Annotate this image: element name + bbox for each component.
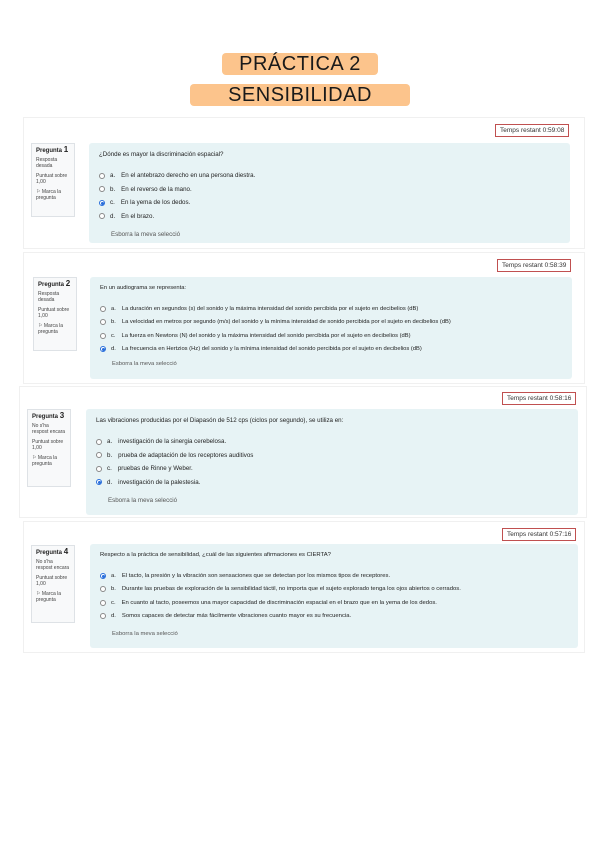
answer-option[interactable]: c. pruebas de Rinne y Weber.: [96, 462, 568, 476]
question-number: Pregunta 2: [38, 279, 71, 288]
radio-button[interactable]: [99, 186, 105, 192]
flag-question-link[interactable]: ⚐ Marca la pregunta: [36, 188, 62, 201]
answer-option[interactable]: a. En el antebrazo derecho en una persona diestra.: [99, 169, 560, 183]
flag-question-link[interactable]: ⚐ Marca la pregunta: [38, 322, 64, 335]
question-text: En un audiograma se representa:: [100, 285, 187, 291]
question-text: ¿Dónde es mayor la discriminación espacial?: [99, 151, 224, 158]
clear-selection-link[interactable]: Esborra la meva selecció: [108, 497, 178, 504]
radio-button[interactable]: [100, 586, 106, 592]
answer-option[interactable]: d. Somos capaces de detectar más fácilmente vibraciones cuanto mayor es su frecuencia.: [100, 610, 568, 624]
radio-button[interactable]: [96, 466, 102, 472]
radio-button-selected[interactable]: [100, 346, 106, 352]
flag-icon: ⚐: [36, 590, 41, 597]
timer: Temps restant 0:57:16: [502, 528, 576, 541]
question-number: Pregunta 3: [32, 411, 65, 420]
question-status: No s'ha respost encara: [32, 422, 66, 435]
radio-button[interactable]: [99, 173, 105, 179]
question-number: Pregunta 4: [36, 547, 69, 556]
answer-option[interactable]: b. La velocidad en metros por segundo (m/s) del sonido y la mínima intensidad de sonido percibida por el sujeto en decibelios (dB): [100, 316, 562, 330]
answer-option[interactable]: c. En la yema de los dedos.: [99, 196, 560, 210]
answer-option[interactable]: b. prueba de adaptación de los receptores auditivos: [96, 449, 568, 463]
flag-icon: ⚐: [38, 322, 43, 329]
question-content: [90, 544, 578, 648]
question-text: Respecto a la práctica de sensibilidad, ¿cuál de las siguientes afirmaciones es CIERTA?: [100, 552, 331, 558]
clear-selection-link[interactable]: Esborra la meva selecció: [112, 631, 178, 637]
question-content: [90, 277, 572, 379]
timer: Temps restant 0:59:08: [495, 124, 569, 137]
radio-button-selected[interactable]: [100, 573, 106, 579]
answer-option[interactable]: c. En cuanto al tacto, poseemos una mayor capacidad de discriminación espacial en el brazo que en la yema de los dedos.: [100, 596, 568, 610]
answer-option[interactable]: b. Durante las pruebas de exploración de la sensibilidad táctil, no importa que el sujeto explorado tenga los ojos abiertos o cerrados.: [100, 583, 568, 597]
answer-option[interactable]: c. La fuerza en Newtons (N) del sonido y la máxima intensidad del sonido percibida por el sujeto en decibelios (dB): [100, 329, 562, 343]
question-info: [33, 277, 77, 351]
radio-button[interactable]: [100, 600, 106, 606]
radio-button[interactable]: [100, 306, 106, 312]
question-status: Resposta desada: [38, 290, 60, 303]
question-number: Pregunta 1: [36, 145, 69, 154]
question-status: No s'ha respost encara: [36, 558, 70, 571]
flag-question-link[interactable]: ⚐ Marca la pregunta: [36, 590, 62, 603]
radio-button[interactable]: [100, 333, 106, 339]
answer-option[interactable]: d. En el brazo.: [99, 210, 560, 224]
question-info: [31, 545, 75, 623]
answer-option[interactable]: b. En el reverso de la mano.: [99, 183, 560, 197]
question-score: Puntuat sobre 1,00: [32, 438, 64, 451]
radio-button-selected[interactable]: [96, 479, 102, 485]
page-title: PRÁCTICA 2: [222, 53, 378, 75]
radio-button[interactable]: [96, 452, 102, 458]
question-score: Puntuat sobre 1,00: [36, 172, 68, 185]
question-content: [89, 143, 570, 243]
question-info: [27, 409, 71, 487]
radio-button[interactable]: [99, 213, 105, 219]
clear-selection-link[interactable]: Esborra la meva selecció: [111, 231, 181, 238]
question-info: [31, 143, 75, 217]
answer-option[interactable]: a. La duración en segundos (s) del sonido y la máxima intensidad del sonido percibida por el sujeto en decibelios (dB): [100, 302, 562, 316]
question-content: [86, 409, 578, 515]
flag-icon: ⚐: [36, 188, 41, 195]
flag-question-link[interactable]: ⚐ Marca la pregunta: [32, 454, 58, 467]
radio-button[interactable]: [100, 319, 106, 325]
page-subtitle: SENSIBILIDAD: [190, 84, 410, 106]
answer-option[interactable]: a. investigación de la sinergia cerebelosa.: [96, 435, 568, 449]
answer-option[interactable]: d. La frecuencia en Hertzios (Hz) del sonido y la mínima intensidad del sonido percibida por el sujeto en decibelios (dB): [100, 343, 562, 357]
question-score: Puntuat sobre 1,00: [36, 574, 68, 587]
timer: Temps restant 0:58:39: [497, 259, 571, 272]
question-status: Resposta desada: [36, 156, 58, 169]
flag-icon: ⚐: [32, 454, 37, 461]
radio-button[interactable]: [100, 613, 106, 619]
answer-option[interactable]: d. investigación de la palestesia.: [96, 476, 568, 490]
answer-option[interactable]: a. El tacto, la presión y la vibración son sensaciones que se detectan por los mismos tipos de receptores.: [100, 569, 568, 583]
radio-button-selected[interactable]: [99, 200, 105, 206]
timer: Temps restant 0:58:16: [502, 392, 576, 405]
question-text: Las vibraciones producidas por el Diapasón de 512 cps (ciclos por segundo), se utiliza en:: [96, 417, 344, 424]
radio-button[interactable]: [96, 439, 102, 445]
clear-selection-link[interactable]: Esborra la meva selecció: [112, 361, 177, 367]
question-score: Puntuat sobre 1,00: [38, 306, 70, 319]
